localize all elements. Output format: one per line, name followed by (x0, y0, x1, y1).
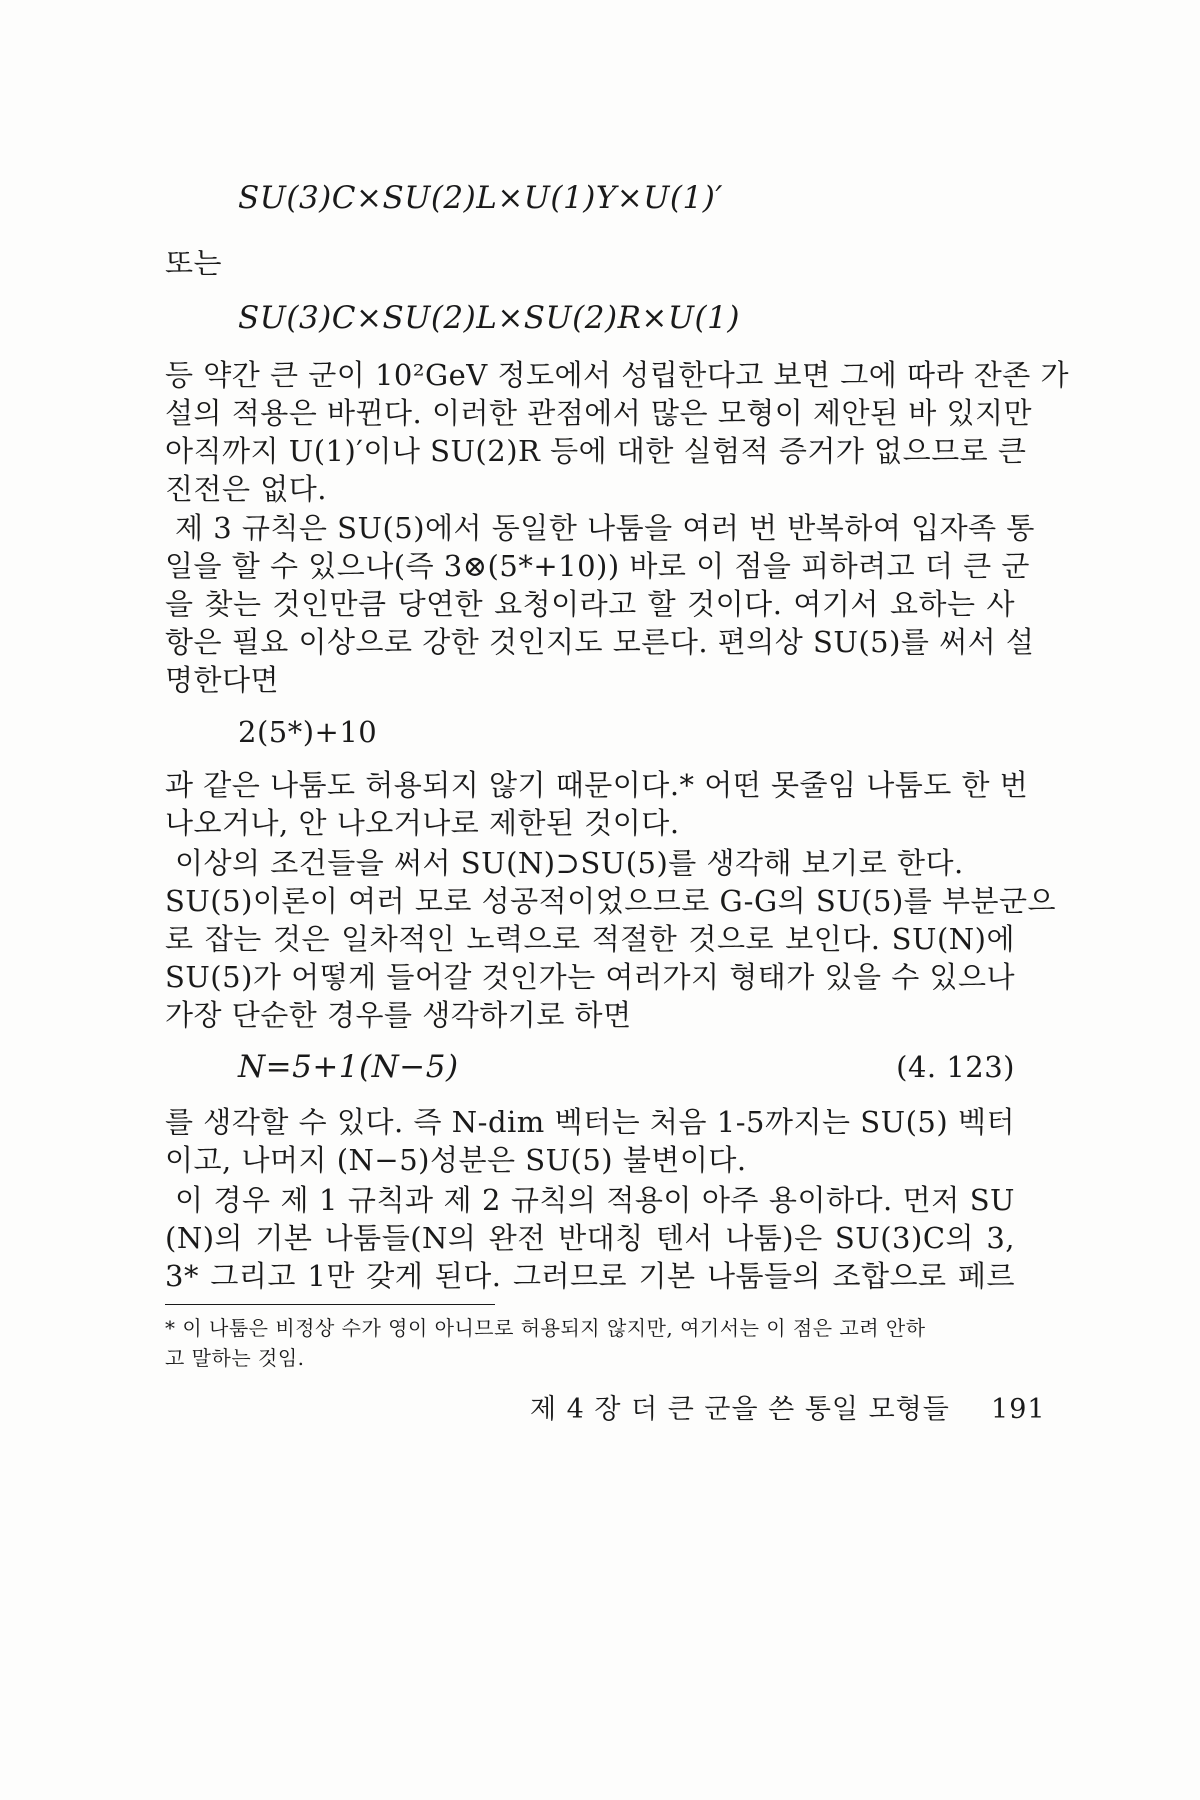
connective-text: 또는 (165, 246, 223, 280)
paragraph-5-line-2: 이고, 나머지 (N−5)성분은 SU(5) 불변이다. (165, 1143, 747, 1177)
paragraph-1-line-1: 등 약간 큰 군이 10²GeV 정도에서 성립한다고 보면 그에 따라 잔존 가 (165, 358, 1070, 392)
paragraph-1-line-2: 설의 적용은 바뀐다. 이러한 관점에서 많은 모형이 제안된 바 있지만 (165, 396, 1033, 430)
paragraph-2-line-2: 일을 할 수 있으나(즉 3⊗(5*+10)) 바로 이 점을 피하려고 더 큰 군 (165, 549, 1030, 583)
equation-representation-sum: 2(5*)+10 (238, 715, 378, 749)
equation-gauge-group-1: SU(3)C×SU(2)L×U(1)Y×U(1)′ (238, 180, 723, 216)
equation-vector-decomposition-row (238, 1047, 1015, 1087)
paragraph-4-line-1: 이상의 조건들을 써서 SU(N)⊃SU(5)를 생각해 보기로 한다. (175, 846, 964, 880)
paragraph-2-line-5: 명한다면 (165, 663, 280, 697)
paragraph-4-line-2: SU(5)이론이 여러 모로 성공적이었으므로 G-G의 SU(5)를 부분군으 (165, 884, 1057, 918)
paragraph-3-line-2: 나오거나, 안 나오거나로 제한된 것이다. (165, 806, 680, 840)
paragraph-1-line-4: 진전은 없다. (165, 472, 328, 506)
paragraph-4-line-4: SU(5)가 어떻게 들어갈 것인가는 여러가지 형태가 있을 수 있으나 (165, 960, 1015, 994)
paragraph-4-line-5: 가장 단순한 경우를 생각하기로 하면 (165, 998, 632, 1032)
equation-vector-decomposition: N=5+1(N−5) (238, 1049, 459, 1085)
paragraph-3-line-1: 과 같은 나툼도 허용되지 않기 때문이다.* 어떤 못줄임 나툼도 한 번 (165, 768, 1029, 802)
paragraph-6-line-3: 3* 그리고 1만 갖게 된다. 그러므로 기본 나툼들의 조합으로 페르 (165, 1259, 1015, 1293)
footnote-divider (165, 1304, 495, 1305)
chapter-title: 제 4 장 더 큰 군을 쓴 통일 모형들 (530, 1394, 950, 1425)
paragraph-2-line-4: 항은 필요 이상으로 강한 것인지도 모른다. 편의상 SU(5)를 써서 설 (165, 625, 1035, 659)
paragraph-6-line-1: 이 경우 제 1 규칙과 제 2 규칙의 적용이 아주 용이하다. 먼저 SU (175, 1183, 1015, 1217)
page-number: 191 (991, 1394, 1046, 1425)
paragraph-2-line-1: 제 3 규칙은 SU(5)에서 동일한 나툼을 여러 번 반복하여 입자족 통 (175, 511, 1035, 545)
paragraph-4-line-3: 로 잡는 것은 일차적인 노력으로 적절한 것으로 보인다. SU(N)에 (165, 922, 1015, 956)
paragraph-2-line-3: 을 찾는 것인만큼 당연한 요청이라고 할 것이다. 여기서 요하는 사 (165, 587, 1015, 621)
paragraph-1-line-3: 아직까지 U(1)′이나 SU(2)R 등에 대한 실험적 증거가 없으므로 큰 (165, 434, 1027, 468)
paragraph-5-line-1: 를 생각할 수 있다. 즉 N-dim 벡터는 처음 1-5까지는 SU(5) 벡터 (165, 1105, 1015, 1139)
running-footer (530, 1392, 1046, 1428)
footnote-line-2: 고 말하는 것임. (165, 1346, 305, 1370)
paragraph-6-line-2: (N)의 기본 나툼들(N의 완전 반대칭 텐서 나툼)은 SU(3)C의 3, (165, 1221, 1015, 1255)
footnote-line-1: * 이 나툼은 비정상 수가 영이 아니므로 허용되지 않지만, 여기서는 이 점은 고려 안하 (165, 1316, 926, 1340)
equation-gauge-group-2: SU(3)C×SU(2)L×SU(2)R×U(1) (238, 300, 740, 336)
equation-number: (4. 123) (896, 1050, 1015, 1084)
